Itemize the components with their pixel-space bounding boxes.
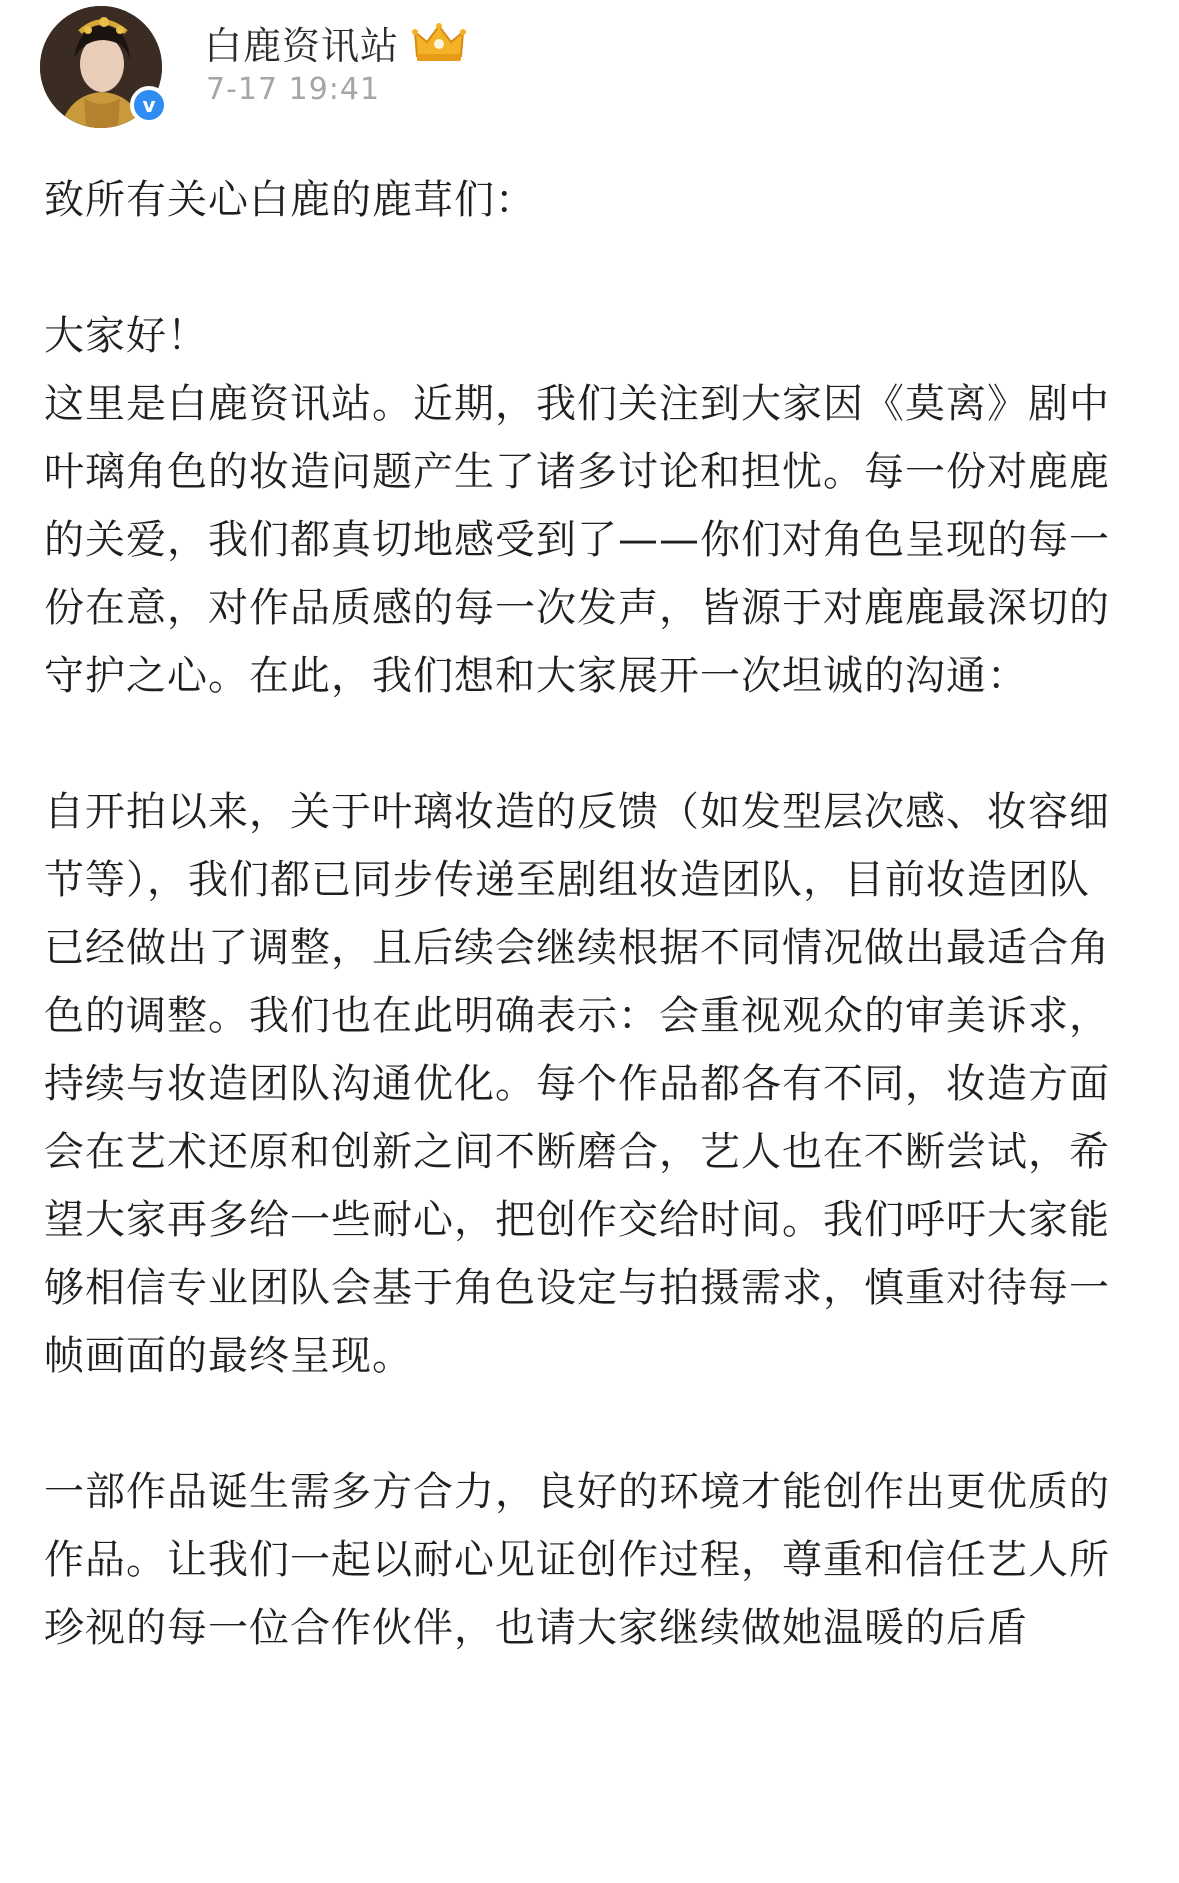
paragraph-gap <box>44 1390 1129 1458</box>
post-paragraph-feedback: 自开拍以来，关于叶璃妆造的反馈（如发型层次感、妆容细节等），我们都已同步传递至剧组妆造团队，目前妆造团队已经做出了调整，且后续会继续根据不同情况做出最适合角色的调整。我们也在此明确表示：会重视观众的审美诉求，持续与妆造团队沟通优化。每个作品都各有不同，妆造方面会在艺术还原和创新之间不断磨合，艺人也在不断尝试，希望大家再多给一些耐心，把创作交给时间。我们呼吁大家能够相信专业团队会基于角色设定与拍摄需求，慎重对待每一帧画面的最终呈现。 <box>44 789 1110 1379</box>
post-paragraph-intro: 大家好！ 这里是白鹿资讯站。近期，我们关注到大家因《莫离》剧中叶璃角色的妆造问题产生了诸多讨论和担忧。每一份对鹿鹿的关爱，我们都真切地感受到了——你们对角色呈现的每一份在意，对作品质感的每一次发声，皆源于对鹿鹿最深切的守护之心。在此，我们想和大家展开一次坦诚的沟通： <box>44 313 1110 699</box>
collapse-fade-overlay <box>0 1740 1179 1883</box>
post-paragraph-greeting: 致所有关心白鹿的鹿茸们： <box>44 177 536 223</box>
post-header <box>40 6 1140 128</box>
crown-icon <box>411 20 467 64</box>
author-row <box>204 18 467 66</box>
verified-badge-icon: v <box>130 86 168 124</box>
paragraph-gap <box>44 710 1129 778</box>
post-timestamp: 7-17 19:41 <box>206 72 381 107</box>
post-paragraph-closing: 一部作品诞生需多方合力，良好的环境才能创作出更优质的作品。让我们一起以耐心见证创作过程，尊重和信任艺人所珍视的每一位合作伙伴，也请大家继续做她温暖的后盾 <box>44 1469 1110 1651</box>
paragraph-gap <box>44 234 1129 302</box>
post-body <box>44 166 1129 1662</box>
author-name[interactable]: 白鹿资讯站 <box>204 23 400 68</box>
